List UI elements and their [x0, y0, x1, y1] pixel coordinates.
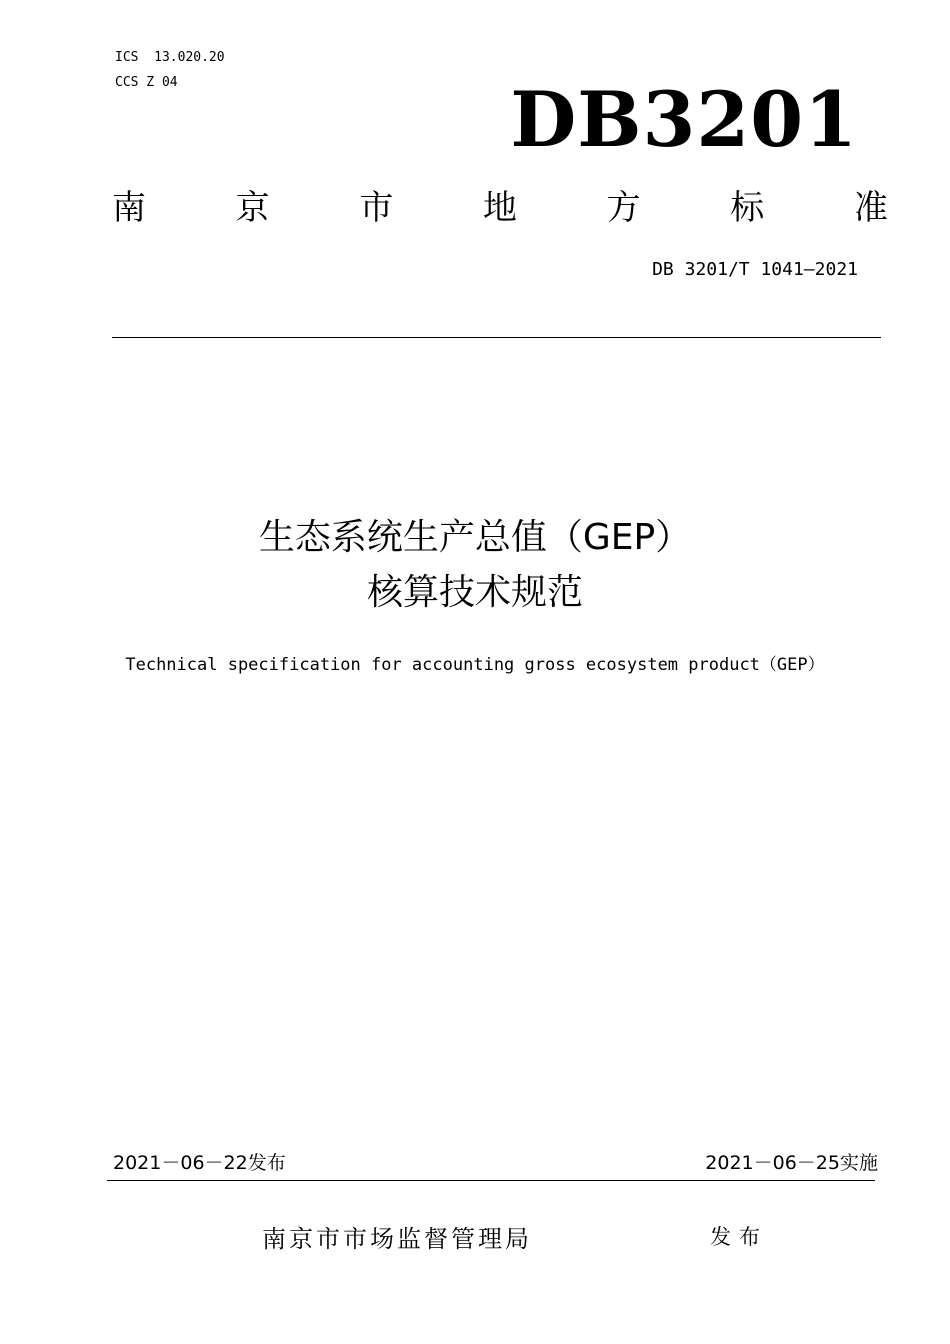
- standard-type-char: 标: [730, 188, 765, 228]
- document-title-english: Technical specification for accounting gross ecosystem product（GEP）: [125, 655, 825, 675]
- db-code-title: DB3201: [510, 75, 858, 164]
- standard-type-char: 方: [606, 188, 641, 228]
- standard-type-char: 市: [359, 188, 394, 228]
- ccs-code: CCS Z 04: [115, 75, 178, 90]
- standard-type-char: 京: [235, 188, 270, 228]
- footer-divider: [107, 1180, 875, 1181]
- document-title-line-1: 生态系统生产总值（GEP）: [258, 517, 692, 558]
- standard-type-char: 南: [112, 188, 146, 228]
- document-title-line-2: 核算技术规范: [366, 572, 583, 613]
- standard-type-char: 准: [853, 188, 888, 228]
- standard-type-char: 地: [482, 188, 517, 228]
- ics-code: ICS 13.020.20: [115, 50, 225, 65]
- implementation-date: 2021－06－25实施: [705, 1152, 878, 1174]
- standard-number: DB 3201/T 1041—2021: [652, 259, 858, 280]
- issuing-authority: 南京市市场监督管理局: [262, 1225, 532, 1253]
- header-divider: [112, 337, 881, 338]
- standard-type: [112, 183, 888, 233]
- issue-date: 2021－06－22发布: [113, 1152, 286, 1174]
- issue-label: 发布: [710, 1225, 768, 1249]
